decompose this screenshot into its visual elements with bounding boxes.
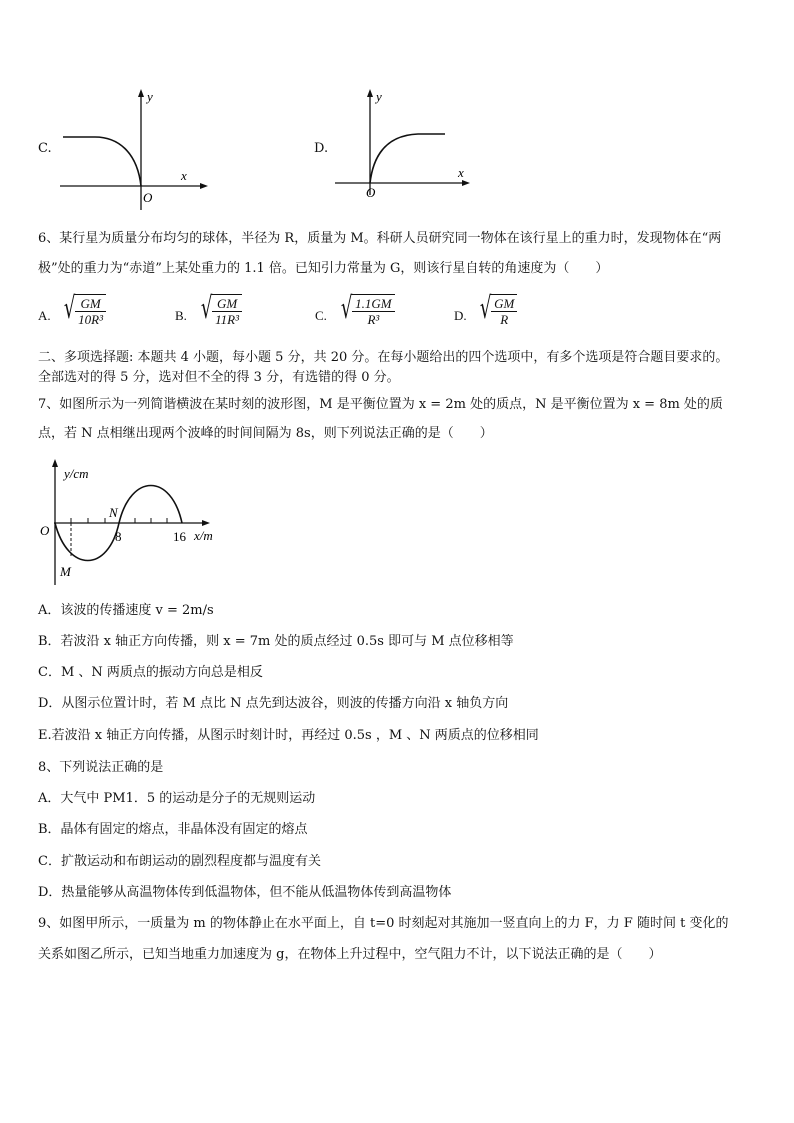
q7-x-label: x/m [194, 528, 213, 543]
q8-option-a: A．大气中 PM1．5 的运动是分子的无规则运动 [38, 791, 316, 806]
q7-option-c: C．M 、N 两质点的振动方向总是相反 [38, 665, 263, 680]
q7-option-e: E.若波沿 x 轴正方向传播，从图示时刻计时，再经过 0.5s ，M 、N 两质点的位移相同 [38, 728, 539, 743]
q6-option-d-label: D. [454, 308, 467, 323]
d-axis-x: x [458, 165, 464, 180]
q6-option-b-formula: √ $\frac{GM}{\text{11R³}}$ [197, 294, 242, 327]
q9-line2: 关系如图乙所示，已知当地重力加速度为 g，在物体上升过程中，空气阻力不计，以下说法正确的是（ ） [38, 947, 662, 962]
c-origin: O [143, 190, 153, 205]
q8-option-c: C．扩散运动和布朗运动的剧烈程度都与温度有关 [38, 854, 321, 869]
q6-option-a-formula: √ $\frac{GM}{\text{10R³}}$ [60, 294, 106, 327]
q6-b-den: 11R³ [215, 312, 239, 327]
q8-stem: 8、下列说法正确的是 [38, 760, 164, 775]
q6-option-d-formula: √ $\frac{GM}{R}$ [476, 294, 517, 327]
section2-line1: 二、多项选择题: 本题共 4 小题，每小题 5 分，共 20 分。在每小题给出的四个选项中，有多个选项是符合题目要求的。 [38, 350, 729, 365]
q7-line1: 7、如图所示为一列简谐横波在某时刻的波形图，M 是平衡位置为 x = 2m 处的质点，N 是平衡位置为 x = 8m 处的质 [38, 397, 723, 412]
c-axis-x: x [181, 168, 187, 183]
q7-origin: O [40, 523, 50, 538]
q6-option-c-label: C. [315, 308, 327, 323]
q7-line2: 点，若 N 点相继出现两个波峰的时间间隔为 8s，则下列说法正确的是（ ） [38, 426, 493, 441]
q6-option-a-label: A. [38, 308, 51, 323]
q6-a-num: GM [75, 296, 106, 312]
option-d-label: D. [314, 141, 329, 156]
q6-a-den: 10R³ [78, 312, 103, 327]
q8-option-d: D．热量能够从高温物体传到低温物体，但不能从低温物体传到高温物体 [38, 885, 452, 900]
d-origin: O [366, 185, 376, 200]
q6-options [38, 291, 598, 336]
q6-option-c-formula: √ $\frac{1.1GM}{\text{R³}}$ [337, 294, 395, 327]
q7-tick-8: 8 [115, 529, 122, 544]
q7-wave-graph [38, 455, 228, 590]
option-c-label: C. [38, 141, 52, 156]
q6-c-den: R³ [367, 312, 380, 327]
q7-option-d: D．从图示位置计时，若 M 点比 N 点先到达波谷，则波的传播方向沿 x 轴负方向 [38, 696, 509, 711]
q7-option-a: A．该波的传播速度 v = 2m/s [38, 603, 214, 618]
q7-label-n: N [109, 505, 118, 520]
q6-d-num: GM [491, 296, 517, 312]
q6-d-den: R [500, 312, 509, 327]
q7-tick-16: 16 [173, 529, 186, 544]
option-d-graph [330, 85, 480, 205]
q6-line2: 极”处的重力为“赤道”上某处重力的 1.1 倍。已知引力常量为 G，则该行星自转的角速度为（ ） [38, 261, 609, 276]
option-c-graph [55, 85, 215, 215]
q7-option-b: B．若波沿 x 轴正方向传播，则 x = 7m 处的质点经过 0.5s 即可与 M 点位移相等 [38, 634, 514, 649]
c-axis-y: y [147, 89, 153, 104]
q7-y-axis-arrow [52, 459, 58, 467]
d-axis-y: y [376, 89, 382, 104]
q7-y-label: y/cm [64, 466, 89, 481]
q6-c-num: 1.1GM [352, 296, 394, 312]
section2-line2: 全部选对的得 5 分，选对但不全的得 3 分，有选错的得 0 分。 [38, 370, 400, 385]
q8-option-b: B．晶体有固定的熔点，非晶体没有固定的熔点 [38, 822, 308, 837]
q7-label-m: M [60, 564, 71, 579]
q6-option-b-label: B. [175, 308, 187, 323]
q7-x-axis-arrow [202, 520, 210, 526]
q9-line1: 9、如图甲所示，一质量为 m 的物体静止在水平面上，自 t=0 时刻起对其施加一竖直向上的力 F，力 F 随时间 t 变化的 [38, 916, 729, 931]
q6-line1: 6、某行星为质量分布均匀的球体，半径为 R，质量为 M。科研人员研究同一物体在该行星上的重力时，发现物体在“两 [38, 231, 722, 246]
q6-b-num: GM [212, 296, 242, 312]
